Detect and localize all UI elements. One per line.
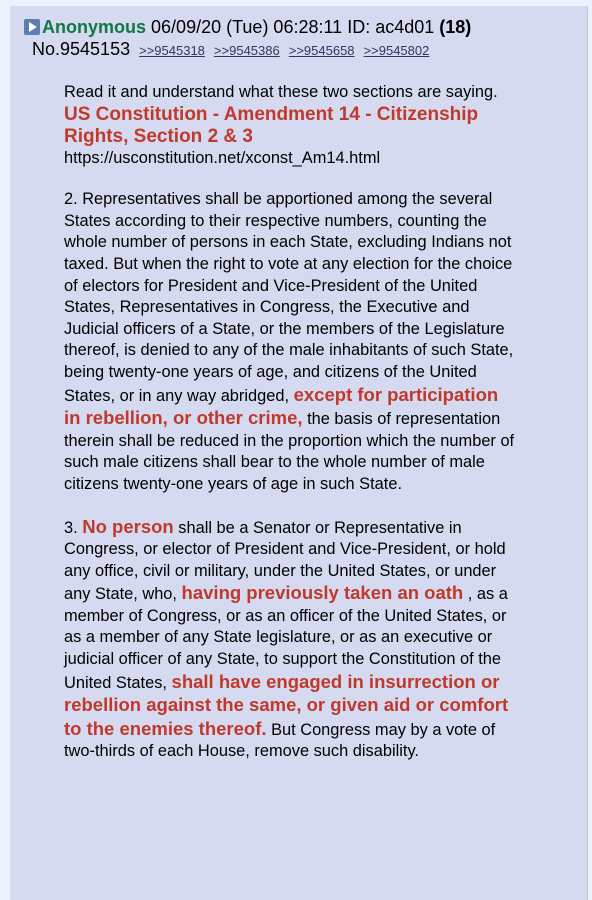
reply-count: (18) bbox=[439, 17, 472, 37]
section-2 bbox=[64, 189, 516, 495]
section-2-highlight: except for participation in rebellion, or other crime, bbox=[64, 383, 499, 429]
post-datetime: 06/09/20 (Tue) 06:28:11 bbox=[151, 17, 343, 37]
post-header bbox=[24, 16, 471, 38]
play-icon[interactable] bbox=[24, 19, 40, 35]
section-2-text: the basis of representation therein shall be reduced in the proportion which the number of such male citizens shall bear to the whole number of male citizens twenty-one years of age in such State. bbox=[64, 410, 515, 493]
section-3-highlight: No person bbox=[82, 515, 174, 537]
post-number[interactable]: No.9545153 bbox=[32, 39, 131, 59]
backlink[interactable]: >>9545386 bbox=[213, 43, 280, 58]
section-3-highlight: having previously taken an oath bbox=[181, 582, 464, 604]
quoted-title: US Constitution - Amendment 14 - Citizenship Rights, Section 2 & 3 bbox=[64, 103, 479, 147]
section-3 bbox=[64, 516, 516, 764]
post-body bbox=[64, 82, 516, 763]
section-3-number: 3. bbox=[64, 518, 78, 537]
section-3-text: , as a member of Congress, or as an officer of the United States, or as a member of any State legislature, or as an executive or judicial officer of any State, to support the Constitution of the United States, bbox=[64, 585, 508, 692]
section-3-text: But Congress may by a vote of two-thirds of each House, remove such disability. bbox=[64, 720, 496, 761]
post-number-line bbox=[32, 38, 429, 62]
backlink[interactable]: >>9545802 bbox=[363, 43, 430, 58]
backlink[interactable]: >>9545318 bbox=[139, 43, 205, 58]
intro-text: Read it and understand what these two sections are saying. bbox=[64, 83, 498, 101]
poster-id[interactable]: ID: ac4d01 bbox=[347, 17, 435, 37]
section-3-text: shall be a Senator or Representative in Congress, or elector of President and Vice-President, or hold any office, civil or military, under the United States, or under any State, who, bbox=[64, 518, 506, 604]
section-3-highlight: shall have engaged in insurrection or rebellion against the same, or given aid or comfort to the enemies thereof. bbox=[64, 670, 509, 739]
source-url: https://usconstitution.net/xconst_Am14.html bbox=[64, 148, 381, 167]
section-2-text: 2. Representatives shall be apportioned among the several States according to their respective numbers, counting the whole number of persons in each State, excluding Indians not taxed. But when the right to vote at any election for the choice of electors for President and Vice-President of the United States, Representatives in Congress, the Executive and Judicial officers of a State, or the members of the Legislature thereof, is denied to any of the male inhabitants of such State, being twenty-one years of age, and citizens of the United States, or in any way abridged, bbox=[64, 190, 514, 405]
poster-name: Anonymous bbox=[42, 17, 147, 37]
backlink[interactable]: >>9545658 bbox=[288, 43, 355, 58]
post bbox=[10, 6, 588, 900]
